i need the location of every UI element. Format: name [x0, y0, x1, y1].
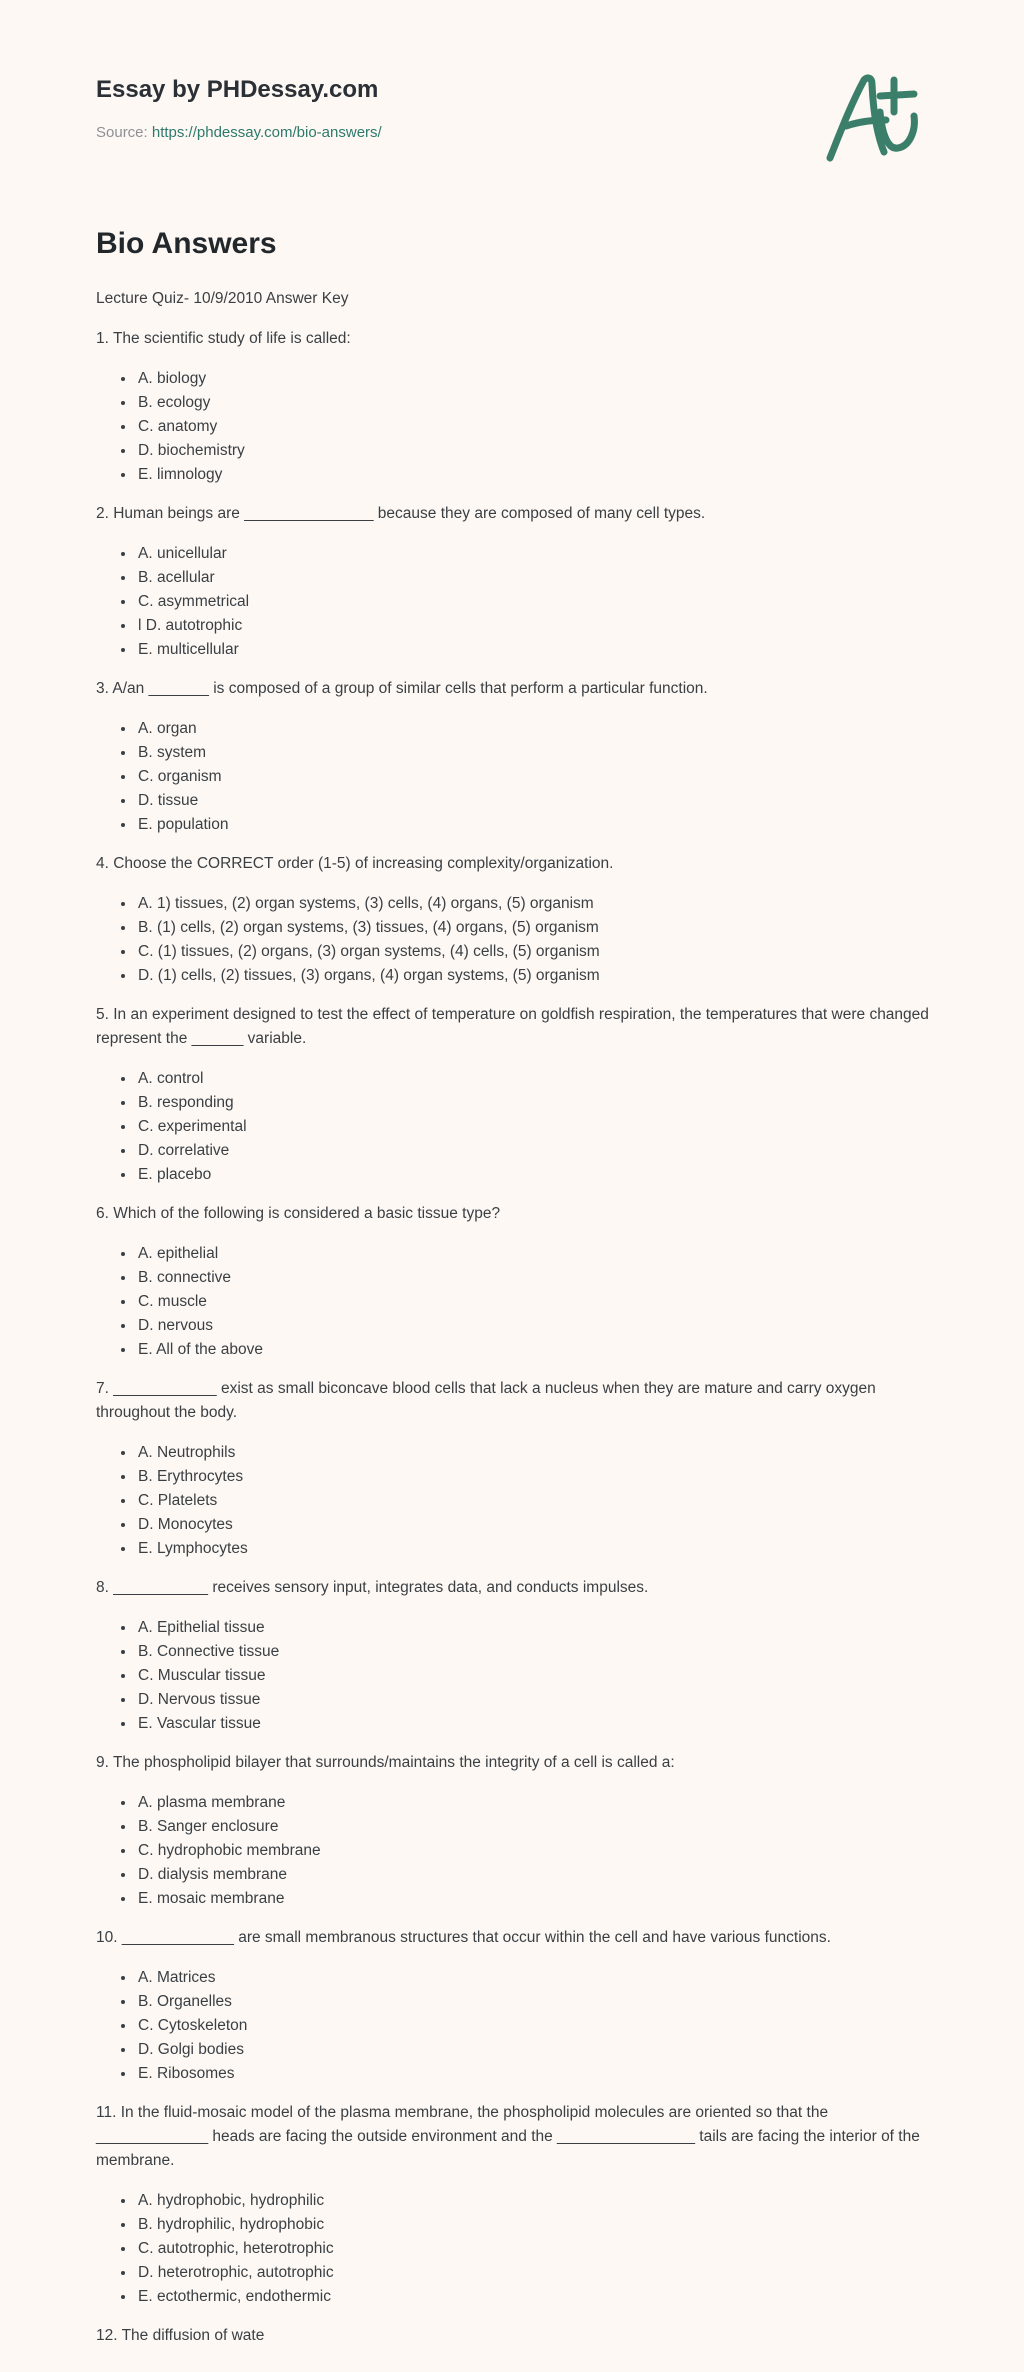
answer-option: • E. population [136, 813, 936, 837]
question-item [96, 1926, 936, 2086]
answer-option: • A. 1) tissues, (2) organ systems, (3) cells, (4) organs, (5) organism [136, 892, 936, 916]
answer-option-list [96, 542, 936, 662]
question-item [96, 2324, 936, 2348]
answer-option: • D. correlative [136, 1139, 936, 1163]
answer-option: • A. Matrices [136, 1966, 936, 1990]
answer-option-list [96, 717, 936, 837]
question-text: 6. Which of the following is considered a basic tissue type? [96, 1205, 501, 1222]
question-item [96, 1377, 936, 1561]
answer-option: • D. Nervous tissue [136, 1688, 936, 1712]
question-item [96, 327, 936, 487]
document-body [96, 223, 936, 2364]
question-item [96, 502, 936, 662]
question-text: 1. The scientific study of life is called: [96, 330, 351, 347]
answer-option: • C. Platelets [136, 1489, 936, 1513]
answer-option: • C. Muscular tissue [136, 1664, 936, 1688]
answer-option-list [96, 2189, 936, 2309]
answer-option-list [96, 1441, 936, 1561]
answer-option: • B. responding [136, 1091, 936, 1115]
answer-option: • B. ecology [136, 391, 936, 415]
answer-option: • l D. autotrophic [136, 614, 936, 638]
answer-option: • D. nervous [136, 1314, 936, 1338]
answer-option: • E. mosaic membrane [136, 1887, 936, 1911]
question-item [96, 1202, 936, 1362]
answer-option: • C. asymmetrical [136, 590, 936, 614]
answer-option: • B. Connective tissue [136, 1640, 936, 1664]
source-line [96, 122, 936, 144]
answer-option: • D. tissue [136, 789, 936, 813]
answer-option: • A. organ [136, 717, 936, 741]
answer-option: • B. hydrophilic, hydrophobic [136, 2213, 936, 2237]
question-text: 4. Choose the CORRECT order (1-5) of increasing complexity/organization. [96, 855, 614, 872]
question-text: 2. Human beings are _______________ because they are composed of many cell types. [96, 505, 706, 522]
answer-option: • A. epithelial [136, 1242, 936, 1266]
answer-option: • D. heterotrophic, autotrophic [136, 2261, 936, 2285]
answer-option-list [96, 1242, 936, 1362]
answer-option: • A. Neutrophils [136, 1441, 936, 1465]
document-title: Bio Answers [96, 227, 277, 260]
site-brand: Essay by PHDessay.com [96, 76, 379, 103]
question-item [96, 677, 936, 837]
answer-option: • D. Golgi bodies [136, 2038, 936, 2062]
answer-option: • B. acellular [136, 566, 936, 590]
source-link[interactable]: https://phdessay.com/bio-answers/ [151, 124, 382, 141]
answer-option: • B. (1) cells, (2) organ systems, (3) tissues, (4) organs, (5) organism [136, 916, 936, 940]
question-text: 10. _____________ are small membranous structures that occur within the cell and have various functions. [96, 1929, 831, 1946]
answer-option: • E. Lymphocytes [136, 1537, 936, 1561]
question-item [96, 1576, 936, 1736]
answer-option: • B. system [136, 741, 936, 765]
question-item [96, 1003, 936, 1187]
answer-option: • D. Monocytes [136, 1513, 936, 1537]
question-item [96, 1751, 936, 1911]
answer-option: • B. Erythrocytes [136, 1465, 936, 1489]
answer-option: • E. multicellular [136, 638, 936, 662]
answer-option: • A. control [136, 1067, 936, 1091]
answer-option-list [96, 1067, 936, 1187]
question-text: 11. In the fluid-mosaic model of the plasma membrane, the phospholipid molecules are oriented so that the _____________ heads are facing the outside environment and the ________________ tails are facing the interior of the membrane. [96, 2104, 920, 2169]
answer-option: • D. (1) cells, (2) tissues, (3) organs, (4) organ systems, (5) organism [136, 964, 936, 988]
answer-option-list [96, 1966, 936, 2086]
question-text: 5. In an experiment designed to test the effect of temperature on goldfish respiration, the temperatures that were changed represent the ______ variable. [96, 1006, 929, 1047]
document-subtitle: Lecture Quiz- 10/9/2010 Answer Key [96, 290, 349, 307]
answer-option: • A. Epithelial tissue [136, 1616, 936, 1640]
page-header [96, 72, 936, 144]
answer-option: • D. dialysis membrane [136, 1863, 936, 1887]
answer-option: • E. Vascular tissue [136, 1712, 936, 1736]
answer-option: • C. anatomy [136, 415, 936, 439]
answer-option: • D. biochemistry [136, 439, 936, 463]
question-item [96, 2101, 936, 2309]
answer-option: • B. Organelles [136, 1990, 936, 2014]
answer-option: • B. Sanger enclosure [136, 1815, 936, 1839]
question-list [96, 327, 936, 2348]
answer-option: • C. (1) tissues, (2) organs, (3) organ systems, (4) cells, (5) organism [136, 940, 936, 964]
question-text: 8. ___________ receives sensory input, integrates data, and conducts impulses. [96, 1579, 649, 1596]
question-item [96, 852, 936, 988]
answer-option: • B. connective [136, 1266, 936, 1290]
answer-option: • E. Ribosomes [136, 2062, 936, 2086]
answer-option-list [96, 1616, 936, 1736]
answer-option: • C. hydrophobic membrane [136, 1839, 936, 1863]
question-text: 12. The diffusion of wate [96, 2327, 265, 2344]
a-plus-logo-icon [824, 68, 934, 168]
answer-option: • E. placebo [136, 1163, 936, 1187]
answer-option: • C. organism [136, 765, 936, 789]
answer-option-list [96, 367, 936, 487]
source-label: Source: [96, 124, 152, 141]
question-text: 7. ____________ exist as small biconcave blood cells that lack a nucleus when they are mature and carry oxygen throughout the body. [96, 1380, 876, 1421]
answer-option: • A. hydrophobic, hydrophilic [136, 2189, 936, 2213]
answer-option: • C. autotrophic, heterotrophic [136, 2237, 936, 2261]
answer-option: • A. plasma membrane [136, 1791, 936, 1815]
answer-option: • C. Cytoskeleton [136, 2014, 936, 2038]
answer-option: • E. All of the above [136, 1338, 936, 1362]
answer-option: • C. experimental [136, 1115, 936, 1139]
answer-option-list [96, 1791, 936, 1911]
answer-option-list [96, 892, 936, 988]
answer-option: • C. muscle [136, 1290, 936, 1314]
question-text: 3. A/an _______ is composed of a group of similar cells that perform a particular function. [96, 680, 708, 697]
answer-option: • E. limnology [136, 463, 936, 487]
answer-option: • E. ectothermic, endothermic [136, 2285, 936, 2309]
question-text: 9. The phospholipid bilayer that surrounds/maintains the integrity of a cell is called a: [96, 1754, 675, 1771]
answer-option: • A. unicellular [136, 542, 936, 566]
answer-option: • A. biology [136, 367, 936, 391]
